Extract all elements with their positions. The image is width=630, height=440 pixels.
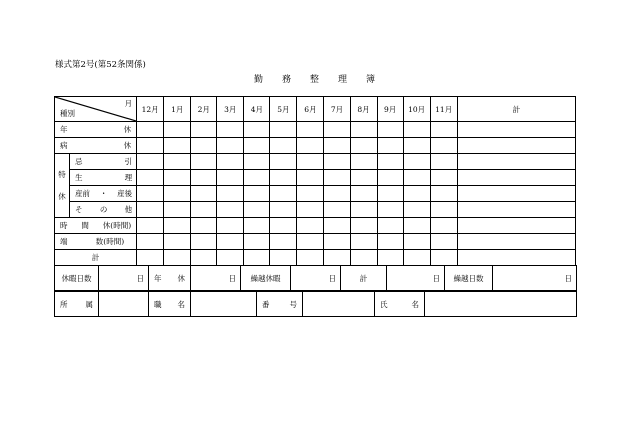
entry-cell[interactable] [164,218,191,234]
row-kibiki [55,154,576,170]
entry-cell[interactable] [137,170,164,186]
row-sanzen [55,186,576,202]
entry-cell[interactable] [403,138,430,154]
entry-cell[interactable] [377,218,403,234]
entry-cell[interactable] [164,170,191,186]
entry-cell[interactable] [217,122,244,138]
row-byokyu [55,138,576,154]
entry-cell[interactable] [324,122,350,138]
entry-cell[interactable] [350,218,377,234]
entry-cell[interactable] [350,138,377,154]
entry-cell[interactable] [137,250,164,266]
signature-table [54,291,577,317]
entry-cell[interactable] [403,234,430,250]
entry-cell[interactable] [270,202,297,218]
bango-field[interactable] [303,292,375,317]
kurikoshi-kyuka-label: 繰越休暇 [241,266,291,291]
entry-cell[interactable] [270,138,297,154]
title-char: 務 [281,75,292,85]
row-hasu [55,234,576,250]
nenkyu-label: 年 休 [149,266,191,291]
entry-cell[interactable] [270,234,297,250]
entry-cell[interactable] [191,138,217,154]
day-unit: 日 [99,266,149,291]
entry-cell[interactable] [324,186,350,202]
entry-cell[interactable] [270,170,297,186]
entry-cell[interactable] [244,138,270,154]
entry-cell[interactable] [403,186,430,202]
entry-cell[interactable] [403,250,430,266]
entry-cell[interactable] [137,138,164,154]
entry-cell[interactable] [217,186,244,202]
entry-cell[interactable] [164,234,191,250]
entry-cell[interactable] [297,170,324,186]
row-label: 忌 引 [70,154,137,170]
month-header: 2月 [191,97,217,122]
attendance-table [54,96,576,266]
entry-cell[interactable] [350,154,377,170]
entry-cell[interactable] [430,202,457,218]
entry-cell[interactable] [457,122,575,138]
entry-cell[interactable] [377,250,403,266]
entry-cell[interactable] [377,170,403,186]
entry-cell[interactable] [457,218,575,234]
shozoku-label: 所 属 [55,292,99,317]
entry-cell[interactable] [350,186,377,202]
month-header: 9月 [377,97,403,122]
summary-table [54,265,577,291]
entry-cell[interactable] [457,138,575,154]
day-unit: 日 [387,266,445,291]
entry-cell[interactable] [217,138,244,154]
day-unit: 日 [291,266,341,291]
entry-cell[interactable] [137,186,164,202]
entry-cell[interactable] [377,234,403,250]
day-unit: 日 [493,266,577,291]
entry-cell[interactable] [244,186,270,202]
month-label: 月 [124,99,133,108]
entry-cell[interactable] [350,170,377,186]
entry-cell[interactable] [430,186,457,202]
shimei-label: 氏 名 [375,292,425,317]
month-header: 6月 [297,97,324,122]
title-char: 理 [338,75,349,85]
entry-cell[interactable] [164,122,191,138]
entry-cell[interactable] [377,186,403,202]
entry-cell[interactable] [377,122,403,138]
entry-cell[interactable] [324,218,350,234]
entry-cell[interactable] [164,202,191,218]
entry-cell[interactable] [191,170,217,186]
entry-cell[interactable] [297,250,324,266]
month-header: 4月 [244,97,270,122]
entry-cell[interactable] [350,122,377,138]
kurikoshi-nissu-label: 繰越日数 [445,266,493,291]
entry-cell[interactable] [244,250,270,266]
entry-cell[interactable] [430,122,457,138]
entry-cell[interactable] [457,234,575,250]
entry-cell[interactable] [457,202,575,218]
entry-cell[interactable] [457,154,575,170]
entry-cell[interactable] [297,202,324,218]
row-label: 年 休 [55,122,137,138]
entry-cell[interactable] [244,154,270,170]
month-header: 7月 [324,97,350,122]
entry-cell[interactable] [217,202,244,218]
entry-cell[interactable] [244,234,270,250]
entry-cell[interactable] [244,218,270,234]
entry-cell[interactable] [430,218,457,234]
row-nenkyu [55,122,576,138]
entry-cell[interactable] [403,122,430,138]
bango-label: 番 号 [257,292,303,317]
entry-cell[interactable] [270,154,297,170]
row-label: 計 [55,250,137,266]
month-header: 1月 [164,97,191,122]
entry-cell[interactable] [191,154,217,170]
entry-cell[interactable] [191,186,217,202]
entry-cell[interactable] [270,218,297,234]
entry-cell[interactable] [164,154,191,170]
row-label: 時 間 休(時間) [55,218,137,234]
entry-cell[interactable] [297,122,324,138]
entry-cell[interactable] [297,154,324,170]
form-code: 様式第2号(第52条関係) [55,60,146,70]
entry-cell[interactable] [350,202,377,218]
entry-cell[interactable] [377,202,403,218]
title-char: 簿 [366,75,377,85]
kei-label: 計 [341,266,387,291]
entry-cell[interactable] [403,154,430,170]
entry-cell[interactable] [217,154,244,170]
entry-cell[interactable] [430,138,457,154]
row-label: 産前 ・ 産後 [70,186,137,202]
entry-cell[interactable] [377,154,403,170]
entry-cell[interactable] [244,170,270,186]
document-title [0,72,630,85]
entry-cell[interactable] [244,122,270,138]
entry-cell[interactable] [191,234,217,250]
entry-cell[interactable] [297,218,324,234]
kind-label: 種別 [60,109,75,118]
entry-cell[interactable] [297,234,324,250]
row-label: 端 数(時間) [55,234,137,250]
entry-cell[interactable] [164,138,191,154]
entry-cell[interactable] [191,250,217,266]
entry-cell[interactable] [377,138,403,154]
entry-cell[interactable] [324,234,350,250]
entry-cell[interactable] [191,218,217,234]
entry-cell[interactable] [430,250,457,266]
row-jikan [55,218,576,234]
header-corner-cell [55,97,137,122]
entry-cell[interactable] [137,234,164,250]
entry-cell[interactable] [137,202,164,218]
entry-cell[interactable] [191,202,217,218]
shimei-field[interactable] [425,292,577,317]
entry-cell[interactable] [430,234,457,250]
month-header: 11月 [430,97,457,122]
entry-cell[interactable] [217,170,244,186]
shokumei-label: 職 名 [149,292,191,317]
row-label: 生 理 [70,170,137,186]
entry-cell[interactable] [164,250,191,266]
entry-cell[interactable] [324,138,350,154]
entry-cell[interactable] [217,250,244,266]
entry-cell[interactable] [403,170,430,186]
entry-cell[interactable] [350,234,377,250]
entry-cell[interactable] [430,154,457,170]
row-kei [55,250,576,266]
shokumei-field[interactable] [191,292,257,317]
entry-cell[interactable] [137,154,164,170]
entry-cell[interactable] [244,202,270,218]
month-header: 10月 [403,97,430,122]
row-seiri [55,170,576,186]
entry-cell[interactable] [164,186,191,202]
entry-cell[interactable] [430,170,457,186]
shozoku-field[interactable] [99,292,149,317]
title-char: 整 [309,75,320,85]
entry-cell[interactable] [324,170,350,186]
total-header: 計 [457,97,575,122]
entry-cell[interactable] [403,202,430,218]
row-sonota [55,202,576,218]
entry-cell[interactable] [350,250,377,266]
month-header: 3月 [217,97,244,122]
day-unit: 日 [191,266,241,291]
kyuka-nissu-label: 休暇日数 [55,266,99,291]
entry-cell[interactable] [324,202,350,218]
entry-cell[interactable] [217,218,244,234]
entry-cell[interactable] [270,186,297,202]
entry-cell[interactable] [191,122,217,138]
entry-cell[interactable] [270,250,297,266]
entry-cell[interactable] [324,154,350,170]
entry-cell[interactable] [137,218,164,234]
entry-cell[interactable] [297,138,324,154]
entry-cell[interactable] [137,122,164,138]
month-header: 12月 [137,97,164,122]
entry-cell[interactable] [457,186,575,202]
entry-cell[interactable] [457,250,575,266]
month-header: 8月 [350,97,377,122]
title-char: 勤 [253,75,264,85]
tokkyu-label: 特 休 [55,154,70,218]
month-header: 5月 [270,97,297,122]
entry-cell[interactable] [297,186,324,202]
row-label: そ の 他 [70,202,137,218]
entry-cell[interactable] [324,250,350,266]
row-label: 病 休 [55,138,137,154]
entry-cell[interactable] [270,122,297,138]
entry-cell[interactable] [457,170,575,186]
entry-cell[interactable] [403,218,430,234]
entry-cell[interactable] [217,234,244,250]
